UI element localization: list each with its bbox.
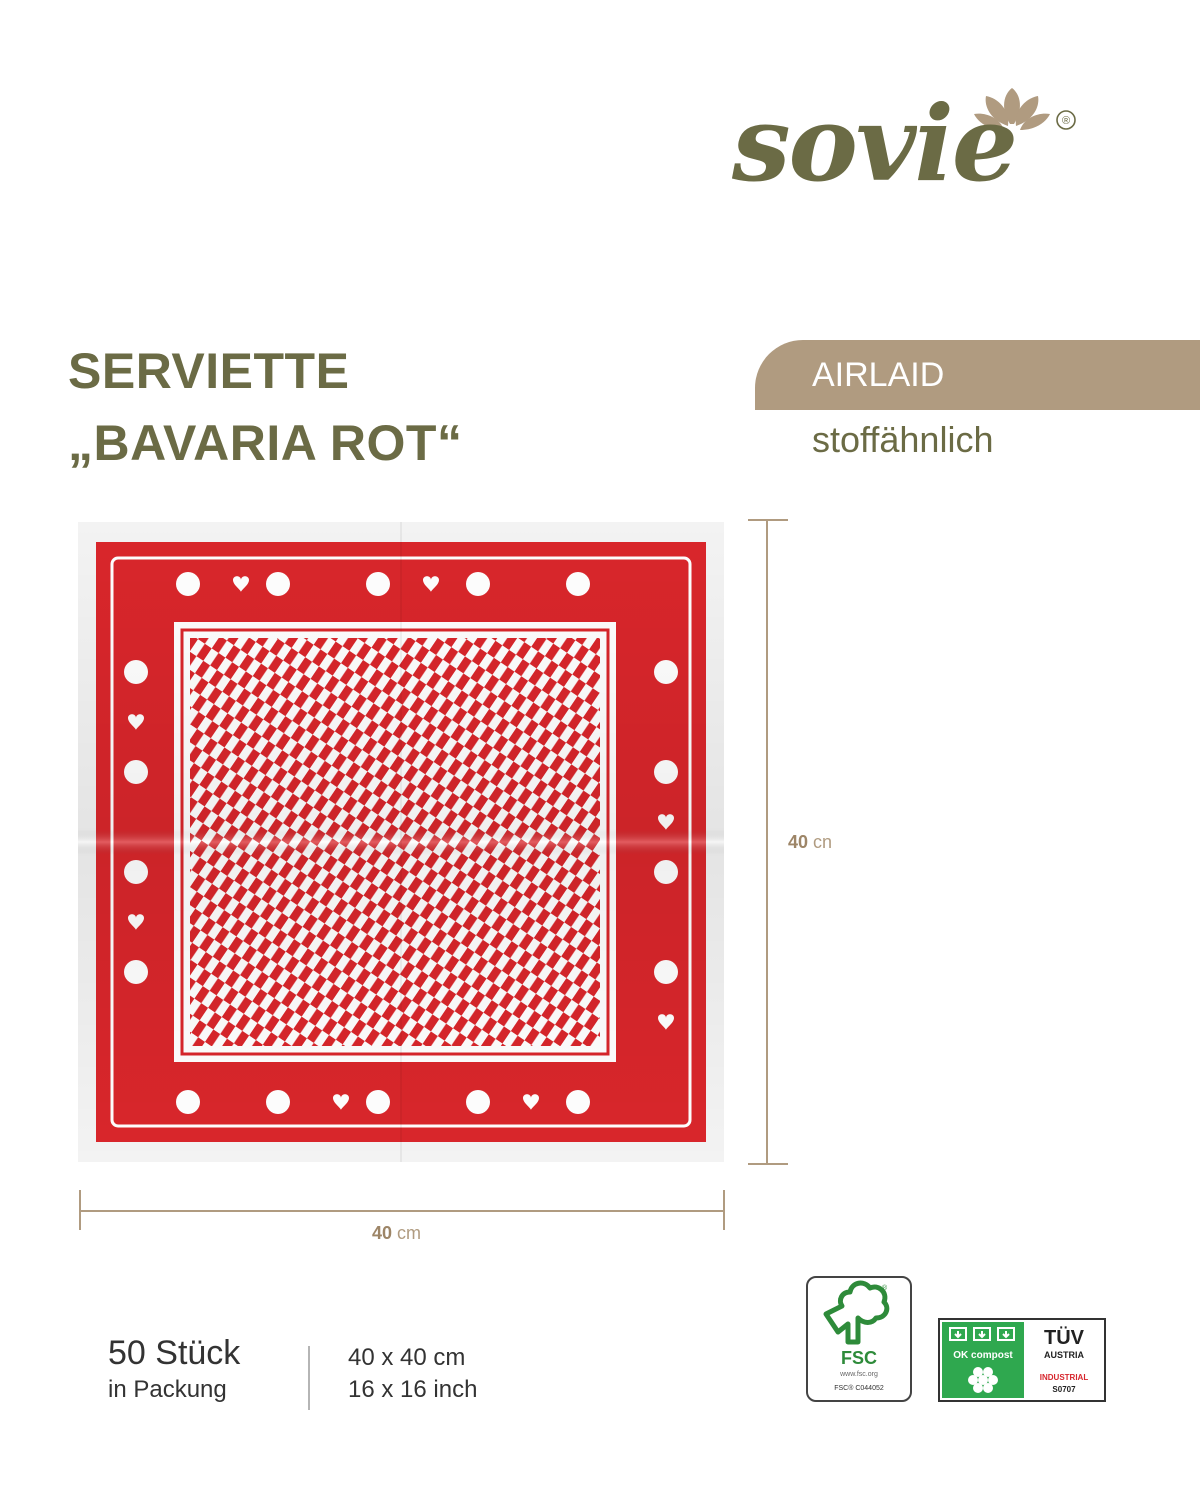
width-dimension-cap-right	[723, 1190, 725, 1230]
logo-wordmark: sovie	[732, 82, 1017, 205]
product-title-line2: „BAVARIA ROT“	[68, 415, 463, 471]
svg-text:AUSTRIA: AUSTRIA	[1044, 1350, 1084, 1360]
svg-text:OK compost: OK compost	[953, 1350, 1013, 1361]
material-description: stoffähnlich	[812, 419, 994, 460]
product-title-line1: SERVIETTE	[68, 343, 350, 399]
width-dimension-line	[80, 1210, 724, 1212]
fsc-tree-icon	[808, 1278, 910, 1400]
info-divider	[308, 1346, 310, 1410]
svg-text:TÜV: TÜV	[1044, 1327, 1084, 1349]
width-value: 40	[372, 1223, 393, 1243]
ok-compost-icon	[940, 1320, 1104, 1400]
fsc-certification-badge	[806, 1276, 912, 1402]
svg-text:FSC: FSC	[841, 1348, 877, 1368]
height-value: 40	[788, 832, 809, 852]
package-count: 50 Stück	[108, 1334, 241, 1372]
svg-text:®: ®	[1061, 115, 1071, 127]
svg-text:S0707: S0707	[1052, 1385, 1076, 1394]
size-imperial: 16 x 16 inch	[348, 1376, 478, 1403]
material-badge-label: AIRLAID	[812, 356, 945, 394]
napkin-image	[78, 522, 724, 1162]
height-dimension-cap-bottom	[748, 1163, 788, 1165]
height-unit: cn	[813, 832, 833, 852]
package-count-sub: in Packung	[108, 1376, 227, 1403]
svg-text:®: ®	[882, 1285, 888, 1292]
svg-text:FSC® C044052: FSC® C044052	[834, 1385, 884, 1392]
height-dimension-line	[766, 520, 768, 1164]
svg-text:www.fsc.org: www.fsc.org	[840, 1371, 878, 1378]
width-unit: cm	[397, 1223, 422, 1243]
svg-text:INDUSTRIAL: INDUSTRIAL	[1039, 1373, 1089, 1382]
height-dimension-cap-top	[748, 519, 788, 521]
size-metric: 40 x 40 cm	[348, 1344, 466, 1371]
width-dimension-label	[372, 1224, 421, 1242]
registered-mark	[1057, 111, 1075, 129]
tuv-ok-compost-badge	[938, 1318, 1106, 1402]
width-dimension-cap-left	[79, 1190, 81, 1230]
height-dimension-label	[788, 833, 832, 851]
